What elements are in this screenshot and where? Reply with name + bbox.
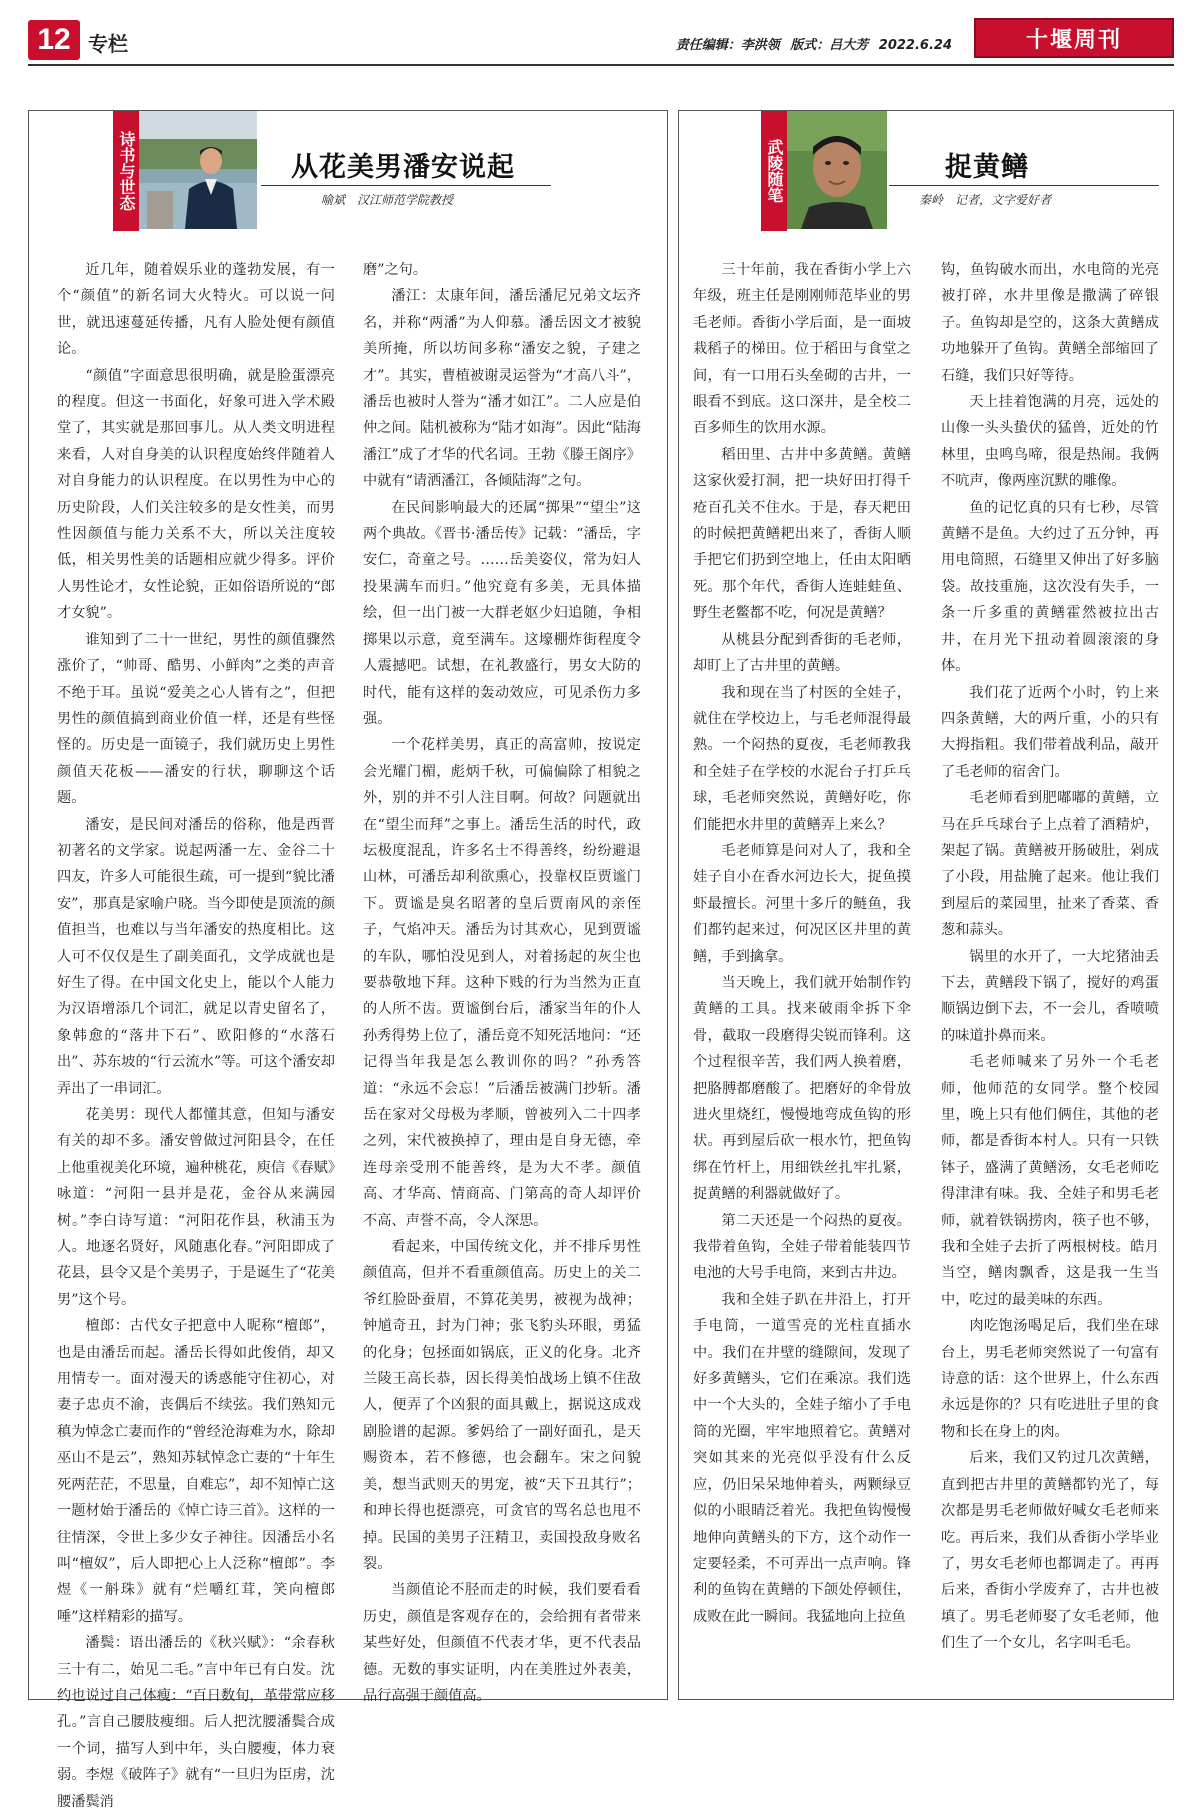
author-portrait-image [787, 111, 887, 229]
paragraph: 潘鬓：语出潘岳的《秋兴赋》：“余春秋三十有二，始见二毛。”言中年已有白发。沈约也说过自己体瘦：“百日数旬，革带常应移孔。”言自己腰肢瘦细。后人把沈腰潘鬓合成一个词，描写人到中年，头白腰瘦，体力衰弱。李煜《破阵子》就有“一旦归为臣虏，沈腰潘鬓消 [57, 1635, 335, 1810]
article-byline [321, 191, 465, 208]
header-divider [28, 64, 1174, 66]
paragraph: 毛老师看到肥嘟嘟的黄鳝，立马在乒乓球台子上点着了酒精炉，架起了锅。黄鳝被开肠破肚，剁成了小段，用盐腌了起来。他让我们到屋后的菜园里，扯来了香菜、香葱和蒜头。 [941, 790, 1159, 939]
paragraph: 花美男：现代人都懂其意，但知与潘安有关的却不多。潘安曾做过河阳县令，在任上他重视美化环境，遍种桃花，庾信《春赋》咏道：“河阳一县并是花，金谷从来满园树。”李白诗写道：“河阳花作县，秋浦玉为人。地逐名贤好，风随惠化春。”河阳即成了花县，县令又是个美男子，于是诞生了“花美男”这个号。 [57, 1107, 335, 1308]
section-label: 专栏 [88, 32, 128, 56]
paragraph: 我和现在当了村医的全娃子，就住在学校边上，与毛老师混得最熟。一个闷热的夏夜，毛老师教我和全娃子在学校的水泥台子打乒乓球，毛老师突然说，黄鳝好吃，你们能把水井里的黄鳝弄上来么？ [693, 684, 911, 833]
article-title: 捉黄鳝 [945, 152, 1029, 183]
column-tag: 武陵随笔 [761, 111, 787, 231]
column-tag: 诗书与世态 [113, 111, 139, 231]
paragraph: 一个花样美男，真正的高富帅，按说定会光耀门楣，彪炳千秋，可偏偏除了相貌之外，别的并不引人注目啊。何故？问题就出在“望尘而拜”之事上。潘岳生活的时代，政坛极度混乱，许多名士不得善终，纷纷避退山林，可潘岳却利欲熏心，投靠权臣贾谧门下。贾谧是臭名昭著的皇后贾南风的亲侄子，气焰冲天。潘岳为讨其欢心，见到贾谧的车队，哪怕没见到人，对着扬起的灰尘也要恭敬地下拜。这种下贱的行为当然为正直的人所不齿。贾谧倒台后，潘家当年的仆人孙秀得势上位了，潘岳竟不知死活地问：“还记得当年我是怎么教训你的吗？”孙秀答道：“永远不会忘！”后潘岳被满门抄斩。潘岳在家对父母极为孝顺，曾被列入二十四孝之列，宋代被换掉了，理由是自身无德，牵连母亲受刑不能善终，是为大不孝。颜值高、才华高、情商高、门第高的奇人却评价不高、声誉不高，令人深思。 [363, 737, 641, 1229]
paragraph: 当颜值论不胫而走的时候，我们要看看历史，颜值是客观存在的，会给拥有者带来某些好处，但颜值不代表才华，更不代表品德。无数的事实证明，内在美胜过外表美，品行高强于颜值高。 [363, 1582, 641, 1704]
page-header [28, 18, 1174, 62]
paragraph: 磨”之句。 [363, 262, 428, 278]
article-catching-eels [678, 110, 1174, 1700]
editor-credits [670, 34, 952, 53]
body-column-1 [693, 257, 911, 1687]
page-number: 12 [28, 20, 80, 60]
publication-logo: 十堰周刊 [974, 18, 1174, 58]
paragraph: 肉吃饱汤喝足后，我们坐在球台上，男毛老师突然说了一句富有诗意的话：这个世界上，什么东西永远是你的？只有吃进肚子里的食物和长在身上的肉。 [941, 1318, 1159, 1440]
paragraph: 后来，我们又钓过几次黄鳝，直到把古井里的黄鳝都钓光了，每次都是男毛老师做好喊女毛老师来吃。再后来，我们从香街小学毕业了，男女毛老师也都调走了。再再后来，香街小学废弃了，古井也被填了。男毛老师娶了女毛老师，他们生了一个女儿，名字叫毛毛。 [941, 1450, 1159, 1652]
paragraph: 三十年前，我在香街小学上六年级，班主任是刚刚师范毕业的男毛老师。香街小学后面，是一面坡栽稻子的梯田。位于稻田与食堂之间，有一口用石头垒砌的古井，一眼看不到底。这口深井，是全校二百多师生的饮用水源。 [693, 262, 911, 437]
title-underline [889, 185, 1159, 186]
body-column-2 [363, 257, 641, 1704]
author-photo [139, 111, 257, 229]
paragraph: 当天晚上，我们就开始制作钓黄鳝的工具。找来破雨伞拆下伞骨，截取一段磨得尖锐而锋利。这个过程很辛苦，我们两人换着磨，把胳膊都磨酸了。把磨好的伞骨放进火里烧红，慢慢地弯成鱼钩的形状。再到屋后砍一根水竹，把鱼钩绑在竹杆上，用细铁丝扎牢扎紧，捉黄鳝的利器就做好了。 [693, 974, 911, 1203]
paragraph: 稻田里、古井中多黄鳝。黄鳝这家伙爱打洞，把一块好田打得千疮百孔关不住水。于是，春天耙田的时候把黄鳝耙出来了，香街人顺手把它们扔到空地上，任由太阳晒死。那个年代，香街人连蛙蛙鱼、野生老鳖都不吃，何况是黄鳝？ [693, 446, 911, 622]
article-panda-an [28, 110, 668, 1810]
paragraph: 锅里的水开了，一大坨猪油丢下去，黄鳝段下锅了，搅好的鸡蛋顺锅边倒下去，不一会儿，香喷喷的味道扑鼻而来。 [941, 948, 1159, 1044]
article-title: 从花美男潘安说起 [291, 152, 515, 183]
paragraph: 近几年，随着娱乐业的蓬勃发展，有一个“颜值”的新名词大火特火。可以说一问世，就迅速蔓延传播，凡有人脸处便有颜值论。 [57, 262, 335, 358]
paragraph: “颜值”字面意思很明确，就是脸蛋漂亮的程度。但这一书面化，好象可进入学术殿堂了，其实就是那回事儿。从人类文明进程来看，人对自身美的认识程度始终伴随着人对自身能力的认识程度。在以男性为中心的历史阶段，人们关注较多的是女性美，而男性因颜值与能力关系不大，所以关注度较低，相关男性美的话题相应就少得多。评价人男性论才，女性论貌，正如俗语所说的“郎才女貌”。 [57, 367, 335, 622]
author-affiliation: 汉江师范学院教授 [357, 193, 454, 207]
paragraph: 第二天还是一个闷热的夏夜。我带着鱼钩，全娃子带着能装四节电池的大号手电筒，来到古井边。 [693, 1212, 911, 1282]
author-portrait-image [139, 111, 257, 229]
paragraph: 毛老师喊来了另外一个毛老师，他师范的女同学。整个校园里，晚上只有他们俩住，其他的老师，都是香街本村人。只有一只铁钵子，盛满了黄鳝汤，女毛老师吃得津津有味。我、全娃子和男毛老师，就着铁锅捞肉，筷子也不够，我和全娃子去折了两根树枝。皓月当空，鳝肉飘香，这是我一生当中，吃过的最美味的东西。 [941, 1054, 1159, 1308]
body-column-1 [57, 257, 335, 1810]
paragraph: 钩，鱼钩破水而出，水电筒的光亮被打碎，水井里像是撒满了碎银子。鱼钩却是空的，这条大黄鳝成功地躲开了鱼钩。黄鳝全部缩回了石缝，我们只好等待。 [941, 262, 1159, 384]
author-name: 秦岭 [919, 193, 944, 207]
paragraph: 我和全娃子趴在井沿上，打开手电筒，一道雪亮的光柱直插水中。我们在井壁的缝隙间，发现了好多黄鳝头，它们在乘凉。我们选中一个大头的，全娃子缩小了手电筒的光圈，牢牢地照着它。黄鳝对突如其来的光亮似乎没有什么反应，仍旧呆呆地伸着头，两颗绿豆似的小眼睛泛着光。我把鱼钩慢慢地伸向黄鳝头的下方，这个动作一定要轻柔，不可弄出一点声响。锋利的鱼钩在黄鳝的下颌处停顿住，成败在此一瞬间。我猛地向上拉鱼 [693, 1291, 911, 1625]
paragraph: 天上挂着饱满的月亮，远处的山像一头头蛰伏的猛兽，近处的竹林里，虫鸣鸟啼，很是热闹。我俩不吭声，像两座沉默的雕像。 [941, 394, 1159, 490]
author-name: 喻斌 [321, 193, 346, 207]
author-photo [787, 111, 887, 229]
body-column-2 [941, 257, 1159, 1687]
article-body [57, 257, 641, 1810]
paragraph: 鱼的记忆真的只有七秒，尽管黄鳝不是鱼。大约过了五分钟，再用电筒照，石缝里又伸出了好多脑袋。故技重施，这次没有失手，一条一斤多重的黄鳝霍然被拉出古井，在月光下扭动着圆滚滚的身体。 [941, 499, 1159, 675]
layout-designer: 版式：吕大芳 [790, 38, 869, 53]
article-byline [919, 191, 1063, 208]
paragraph: 我们花了近两个小时，钓上来四条黄鳝，大的两斤重，小的只有大拇指粗。我们带着战利品，敲开了毛老师的宿舍门。 [941, 684, 1159, 780]
article-body [693, 257, 1159, 1687]
paragraph: 檀郎：古代女子把意中人昵称“檀郎”，也是由潘岳而起。潘岳长得如此俊俏，却又用情专一。面对漫天的诱惑能守住初心，对妻子忠贞不渝，丧偶后不续弦。我们熟知元稹为悼念亡妻而作的“曾经沧海难为水，除却巫山不是云”，熟知苏轼悼念亡妻的“十年生死两茫茫，不思量，自难忘”，却不知悼亡这一题材始于潘岳的《悼亡诗三首》。这样的一往情深，令世上多少女子神往。因潘岳小名叫“檀奴”，后人即把心上人泛称“檀郎”。李煜《一斛珠》就有“烂嚼红茸，笑向檀郎唾”这样精彩的描写。 [57, 1318, 335, 1625]
paragraph: 在民间影响最大的还属“掷果”“望尘”这两个典故。《晋书·潘岳传》记载：“潘岳，字安仁，奇童之号。……岳美姿仪，常为妇人投果满车而归。”他究竟有多美，无具体描绘，但一出门被一大群老妪少妇追随，争相掷果以示意，竟至满车。这壕棚炸街程度令人震撼吧。试想，在礼教盛行，男女大防的时代，能有这样的轰动效应，可见杀伤力多强。 [363, 499, 641, 727]
issue-date: 2022.6.24 [878, 38, 952, 53]
paragraph: 毛老师算是问对人了，我和全娃子自小在香水河边长大，捉鱼摸虾最擅长。河里十多斤的鲢鱼，我们都钓起来过，何况区区井里的黄鳝，手到擒拿。 [693, 842, 911, 965]
paragraph: 从桃县分配到香街的毛老师，却盯上了古井里的黄鳝。 [693, 631, 911, 675]
editor-name: 责任编辑：李洪领 [675, 38, 780, 53]
author-affiliation: 记者，文字爱好者 [955, 193, 1052, 207]
paragraph: 看起来，中国传统文化，并不排斥男性颜值高，但并不看重颜值高。历史上的关二爷红脸卧蚕眉，不算花美男，被视为战神；钟馗奇丑，封为门神；张飞豹头环眼，勇猛的化身；包拯面如锅底，正义的化身。北齐兰陵王高长恭，因长得美怕战场上镇不住敌人，便弄了个凶狠的面具戴上，据说这成戏剧脸谱的起源。爹妈给了一副好面孔，是天赐资本，若不修德，也会翻车。宋之问貌美，想当武则天的男宠，被“天下丑其行”；和珅长得也挺漂亮，可贪官的骂名总也甩不掉。民国的美男子汪精卫，卖国投敌身败名裂。 [363, 1239, 641, 1572]
paragraph: 潘安，是民间对潘岳的俗称，他是西晋初著名的文学家。说起两潘一左、金谷二十四友，许多人可能很生疏，可一提到“貌比潘安”，那真是家喻户晓。当今即使是顶流的颜值担当，也难以与当年潘安的热度相比。这人可不仅仅是生了副美面孔，文学成就也是好生了得。在中国文化史上，能以个人能力为汉语增添几个词汇，就足以青史留名了，象韩愈的“落井下石”、欧阳修的“水落石出”、苏东坡的“行云流水”等。可这个潘安却弄出了一串词汇。 [57, 816, 335, 1097]
paragraph: 谁知到了二十一世纪，男性的颜值骤然涨价了，“帅哥、酷男、小鲜肉”之类的声音不绝于耳。虽说“爱美之心人皆有之”，但把男性的颜值搞到商业价值一样，还是有些怪怪的。历史是一面镜子，我们就历史上男性颜值天花板——潘安的行状，聊聊这个话题。 [57, 631, 335, 807]
title-underline [261, 185, 551, 186]
paragraph: 潘江：太康年间，潘岳潘尼兄弟文坛齐名，并称“两潘”为人仰慕。潘岳因文才被貌美所掩，所以坊间多称“潘安之貌，子建之才”。其实，曹植被谢灵运誉为“才高八斗”，潘岳也被时人誉为“潘才如江”。二人应是伯仲之间。陆机被称为“陆才如海”。因此“陆海潘江”成了才华的代名词。王勃《滕王阁序》中就有“请洒潘江，各倾陆海”之句。 [363, 288, 641, 490]
